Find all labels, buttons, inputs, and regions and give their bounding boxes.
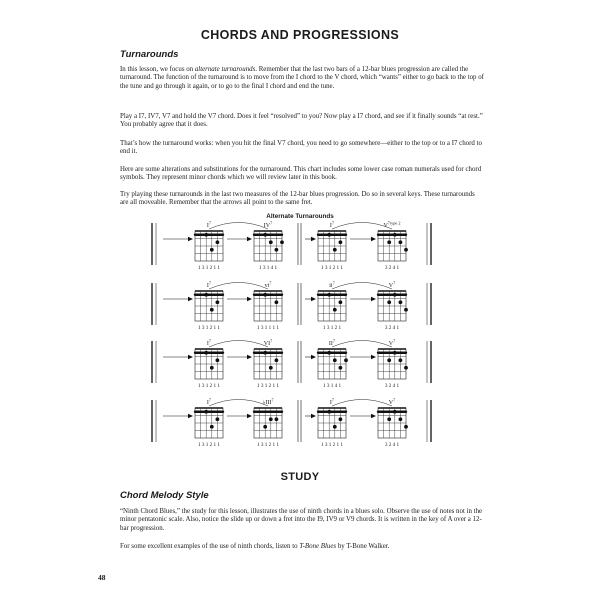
fingering-right-0-a: 1 3 1 2 1 1: [320, 265, 344, 271]
listen-text-a: For some excellent examples of the use of ninth chords, listen to: [120, 543, 300, 550]
finger-dot: [393, 233, 397, 237]
finger-dot: [399, 240, 403, 244]
finger-dot: [216, 417, 220, 421]
chord-name-right-1-a: $ii^7$: [329, 280, 335, 289]
finger-dot: [387, 358, 391, 362]
finger-dot: [339, 417, 343, 421]
finger-dot: [280, 240, 284, 244]
chord-name-left-3-b: ♭III$^7$: [262, 397, 274, 406]
finger-dot: [404, 308, 408, 312]
arrow-head: [247, 297, 252, 301]
listen-emphasis: T-Bone Blues: [299, 543, 337, 550]
finger-dot: [263, 351, 267, 355]
finger-dot: [210, 366, 214, 370]
finger-dot: [204, 410, 208, 414]
finger-dot: [210, 425, 214, 429]
finger-dot: [210, 308, 214, 312]
fingering-right-3-b: 3 2 4 1: [384, 442, 400, 448]
finger-dot: [387, 300, 391, 304]
finger-dot: [204, 351, 208, 355]
finger-dot: [333, 248, 337, 252]
finger-dot: [387, 240, 391, 244]
fingering-left-2-a: 1 3 1 2 1 1: [197, 383, 221, 389]
finger-dot: [393, 293, 397, 297]
finger-dot: [216, 358, 220, 362]
listen-text-b: by T-Bone Walker.: [336, 543, 390, 550]
fingering-left-2-b: 1 3 1 2 1 1: [256, 383, 280, 389]
chart-title: Alternate Turnarounds: [266, 213, 334, 220]
finger-dot: [269, 240, 273, 244]
finger-dot: [339, 240, 343, 244]
arrow-head: [311, 237, 316, 241]
finger-dot: [327, 410, 331, 414]
finger-dot: [210, 248, 214, 252]
finger-dot: [275, 417, 279, 421]
fingering-left-3-b: 1 3 1 2 1 1: [256, 442, 280, 448]
arrow-head: [188, 237, 193, 241]
finger-dot: [275, 358, 279, 362]
arrow-head: [247, 355, 252, 359]
chord-name-right-0-a: $I^7$: [329, 220, 335, 229]
slur-arc: [332, 283, 392, 290]
paragraph-try-playing: Try playing these turnarounds in the last two measures of the 12-bar blues progression. Do so in several keys. These turnarounds are all moveable. Remember that the arrows all point to the same fret.: [120, 191, 475, 207]
intro-emphasis: alternate turnarounds: [194, 66, 256, 73]
chord-name-right-2-a: $II^7$: [328, 338, 336, 347]
paragraph-ninth-chord: “Ninth Chord Blues,” the study for this lesson, illustrates the use of ninth chords in a blues solo. Observe the use of notes not in the minor pentatonic scale. Also, notice the slide up or down a fret into the I9, IV9 or V9 chords. It is written in the key of A over a 12-bar progression.: [120, 508, 483, 532]
chord-name-right-1-b: $V^7$: [388, 280, 396, 289]
fingering-right-3-a: 1 3 1 2 1 1: [320, 442, 344, 448]
arrow-head: [371, 355, 376, 359]
chord-name-left-2-b: $VI^7$: [263, 338, 273, 347]
finger-dot: [399, 358, 403, 362]
finger-dot: [404, 248, 408, 252]
finger-dot: [204, 293, 208, 297]
section-heading-turnarounds: Turnarounds: [120, 49, 179, 60]
finger-dot: [339, 300, 343, 304]
arrow-head: [188, 355, 193, 359]
paragraph-turnaround-works: That’s how the turnaround works: when you hit the final V7 chord, you need to go somewhere—either to the top or to a I7 chord to end it.: [120, 140, 482, 156]
fingering-right-0-b: 3 2 4 1: [384, 265, 400, 271]
arrow-head: [247, 414, 252, 418]
fingering-right-1-a: 1 3 1 2 1: [322, 325, 342, 331]
chord-name-right-3-a: $I^7$: [329, 397, 335, 406]
chord-name-left-1-b: $vi^7$: [264, 280, 272, 289]
finger-dot: [216, 300, 220, 304]
finger-dot: [393, 351, 397, 355]
chord-name-right-0-b: $V^{7type 2}$: [383, 220, 401, 229]
finger-dot: [344, 358, 348, 362]
arrow-head: [371, 297, 376, 301]
finger-dot: [399, 417, 403, 421]
finger-dot: [263, 425, 267, 429]
arrow-head: [311, 355, 316, 359]
arrow-head: [371, 414, 376, 418]
fingering-right-2-b: 3 2 4 1: [384, 383, 400, 389]
finger-dot: [327, 233, 331, 237]
finger-dot: [204, 233, 208, 237]
arrow-head: [188, 414, 193, 418]
fingering-left-3-a: 1 3 1 2 1 1: [197, 442, 221, 448]
finger-dot: [263, 293, 267, 297]
arrow-head: [247, 237, 252, 241]
finger-dot: [404, 425, 408, 429]
chord-name-left-2-a: $I^7$: [206, 338, 212, 347]
finger-dot: [333, 425, 337, 429]
fingering-left-1-b: 1 3 1 1 1 1: [256, 325, 280, 331]
slur-arc: [332, 341, 392, 348]
paragraph-resolution: Play a I7, IV7, V7 and hold the V7 chord. Does it feel “resolved” to you? Now play a I7 chord, and see if it finally sounds “at rest.” You probably agree that it does.: [120, 113, 483, 129]
arrow-head: [311, 414, 316, 418]
finger-dot: [399, 300, 403, 304]
study-subheading: Chord Melody Style: [120, 490, 209, 501]
fingering-left-0-a: 1 3 1 2 1 1: [197, 265, 221, 271]
chord-name-right-2-b: $V^7$: [388, 338, 396, 347]
finger-dot: [327, 351, 331, 355]
fingering-left-1-a: 1 3 1 2 1 1: [197, 325, 221, 331]
finger-dot: [269, 417, 273, 421]
chord-name-left-0-a: $I^7$: [206, 220, 212, 229]
study-heading: STUDY: [280, 471, 320, 483]
chord-name-left-1-a: $I^7$: [206, 280, 212, 289]
finger-dot: [216, 240, 220, 244]
fingering-right-1-b: 3 2 4 1: [384, 325, 400, 331]
chord-name-left-0-b: $IV^7$: [263, 220, 273, 229]
paragraph-alterations: Here are some alterations and substitutions for the turnaround. This chart includes some lower case roman numerals used for chord symbols. They represent minor chords which we will review later in this book.: [120, 166, 482, 182]
finger-dot: [269, 366, 273, 370]
page-number: 48: [98, 573, 106, 582]
finger-dot: [393, 410, 397, 414]
finger-dot: [327, 293, 331, 297]
intro-text-a: In this lesson, we focus on: [120, 66, 195, 73]
page-title: CHORDS AND PROGRESSIONS: [200, 28, 400, 42]
chord-name-right-3-b: $V^7$: [388, 397, 396, 406]
arrow-head: [311, 297, 316, 301]
finger-dot: [275, 248, 279, 252]
finger-dot: [387, 417, 391, 421]
paragraph-listen: [120, 543, 484, 551]
arrow-head: [371, 237, 376, 241]
finger-dot: [339, 366, 343, 370]
fingering-right-2-a: 1 3 1 4 1: [322, 383, 342, 389]
finger-dot: [263, 233, 267, 237]
fingering-left-0-b: 1 3 1 4 1: [258, 265, 278, 271]
finger-dot: [404, 366, 408, 370]
finger-dot: [333, 358, 337, 362]
arrow-head: [188, 297, 193, 301]
finger-dot: [275, 300, 279, 304]
chord-name-left-3-a: $I^7$: [206, 397, 212, 406]
finger-dot: [333, 308, 337, 312]
intro-text-b: . Remember that the last two bars of a 12-bar blues progression are called the turnaround. The function of the turnaround is to move from the I chord to the V chord, which “wants” either to go back to the top of the tune and go through it again, or to go to the final I chord and end the tune.: [120, 66, 484, 90]
